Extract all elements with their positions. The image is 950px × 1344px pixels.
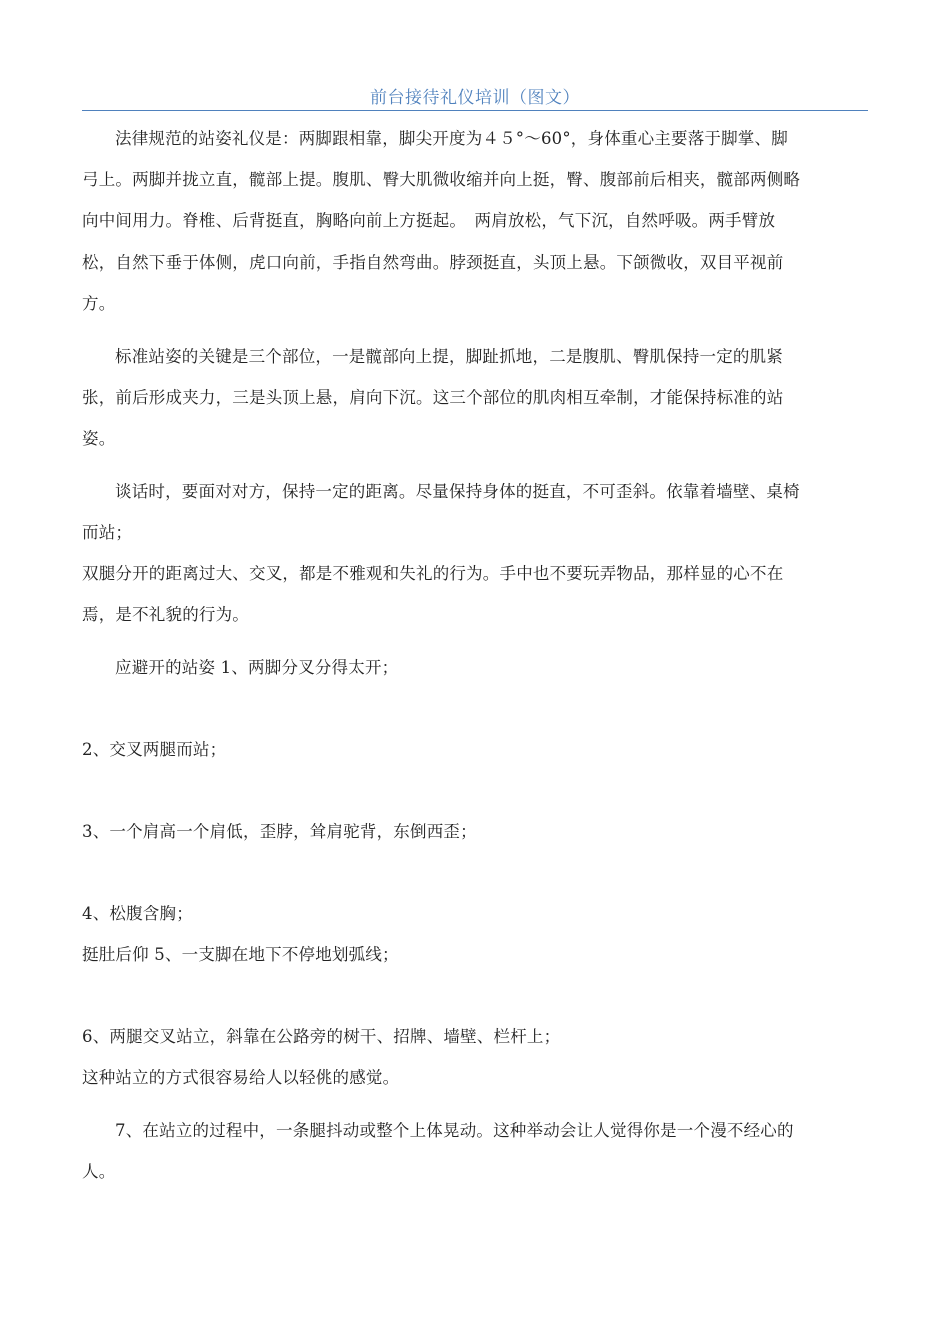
text-line: 弓上。两脚并拢立直，髋部上提。腹肌、臀大肌微收缩并向上挺，臀、腹部前后相夹，髋部两侧略 [82, 170, 801, 189]
text-line: 方。 [82, 294, 116, 313]
text-line: 张，前后形成夹力，三是头顶上悬，肩向下沉。这三个部位的肌肉相互牵制，才能保持标准的站 [82, 388, 784, 407]
text-line: 人。 [82, 1162, 116, 1181]
text-line: 7、在站立的过程中，一条腿抖动或整个上体晃动。这种举动会让人觉得你是一个漫不经心的 [115, 1121, 794, 1140]
text-line: 而站； [82, 523, 133, 542]
text-line: 挺肚后仰 5、一支脚在地下不停地划弧线； [82, 945, 399, 964]
text-line: 松，自然下垂于体侧，虎口向前，手指自然弯曲。脖颈挺直，头顶上悬。下颌微收，双目平视前 [82, 253, 784, 272]
text-line: 向中间用力。脊椎、后背挺直，胸略向前上方挺起。 两肩放松，气下沉，自然呼吸。两手臂放 [82, 211, 776, 230]
text-line: 应避开的站姿 1、两脚分叉分得太开； [115, 658, 399, 677]
text-line: 姿。 [82, 429, 116, 448]
text-line: 6、两腿交叉站立，斜靠在公路旁的树干、招牌、墙壁、栏杆上； [82, 1027, 561, 1046]
page-header [82, 80, 868, 111]
text-line: 谈话时，要面对对方，保持一定的距离。尽量保持身体的挺直，不可歪斜。依靠着墙壁、桌椅 [115, 482, 800, 501]
page-title: 前台接待礼仪培训（图文） [370, 88, 580, 108]
text-line: 双腿分开的距离过大、交叉，都是不雅观和失礼的行为。手中也不要玩弄物品，那样显的心不在 [82, 564, 784, 583]
text-line: 这种站立的方式很容易给人以轻佻的感觉。 [82, 1068, 400, 1087]
text-line: 法律规范的站姿礼仪是：两脚跟相靠，脚尖开度为４５°～60°，身体重心主要落于脚掌、脚 [115, 129, 788, 148]
text-line: 2、交叉两腿而站； [82, 740, 227, 759]
text-line: 标准站姿的关键是三个部位，一是髋部向上提，脚趾抓地，二是腹肌、臀肌保持一定的肌紧 [115, 347, 783, 366]
text-line: 4、松腹含胸； [82, 904, 193, 923]
text-line: 3、一个肩高一个肩低，歪脖，耸肩驼背，东倒西歪； [82, 822, 477, 841]
text-line: 焉，是不礼貌的行为。 [82, 605, 249, 624]
